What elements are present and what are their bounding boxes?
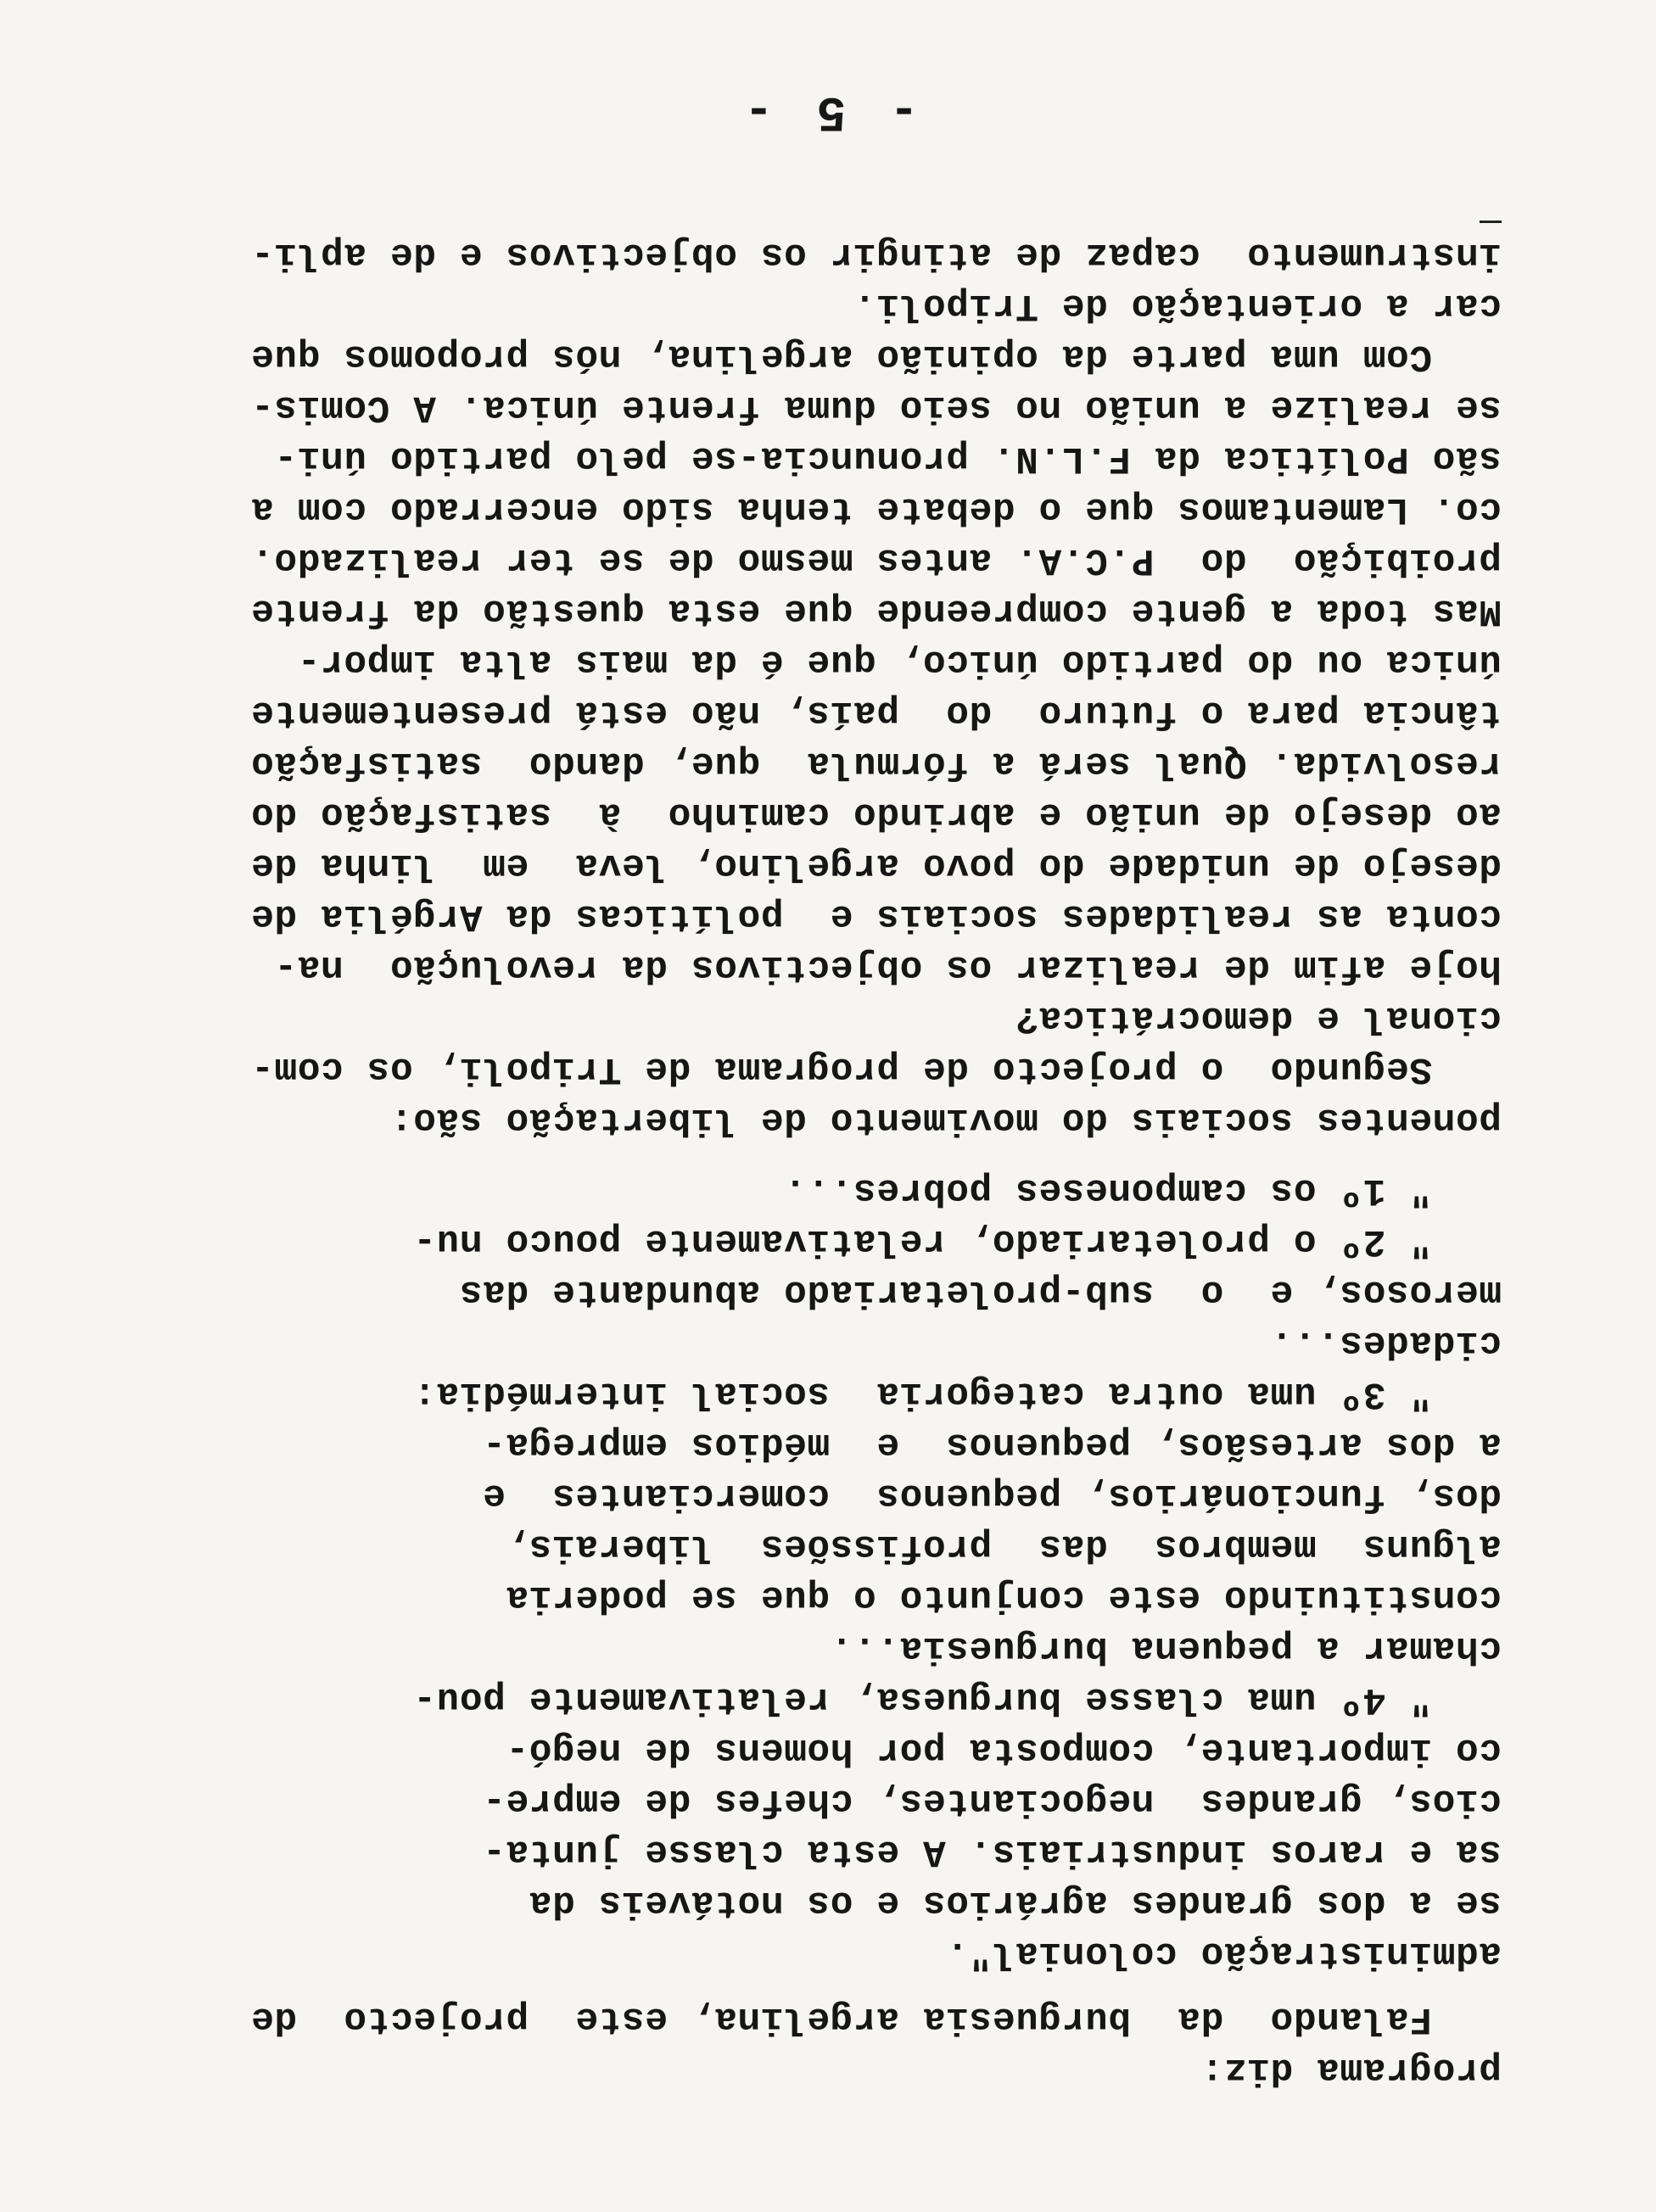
text-line: dos, funcionários, pequenos comerciantes e — [482, 1474, 1502, 1517]
text-line: tância para o futuro do país, não está presentemente — [250, 691, 1502, 734]
text-line: Segundo o projecto de programa de Tripoli, os com- — [250, 1047, 1502, 1090]
text-line: a dos artesãos, pequenos e médios emprega- — [482, 1423, 1502, 1466]
text-line: Falando da burguesia argelina, este projecto de — [250, 1997, 1502, 2040]
text-line: programa diz: — [1200, 2048, 1502, 2091]
text-line: Com uma parte da opinião argelina, nós propomos que — [250, 335, 1502, 377]
text-line: alguns membros das profissões liberais, — [505, 1525, 1502, 1567]
text-line: car a orientação de Tripoli. — [853, 284, 1502, 327]
text-line: instrumento capaz de atingir os objectivos e de apli- — [250, 233, 1502, 276]
text-line: merosos, e o sub-proletariado abundante das — [459, 1271, 1502, 1313]
text-line: cios, grandes negociantes, chefes de empre- — [482, 1779, 1502, 1822]
text-line: constituindo este conjunto o que se poderia — [505, 1576, 1502, 1618]
text-line: co importante, composta por homens de negó- — [505, 1729, 1502, 1771]
page-number: - 5 - — [736, 83, 920, 138]
text-line: são Política da F.L.N. pronuncia-se pelo partido úni- — [273, 437, 1502, 479]
text-line: sa e raros industriais. A esta classe junta- — [482, 1830, 1502, 1873]
text-line: única ou do partido único, que é da mais alta impor- — [297, 640, 1502, 683]
text-line: co. Lamentamos que o debate tenha sido encerrado com a — [250, 488, 1502, 530]
text-line: se a dos grandes agrários e os notáveis da — [529, 1881, 1502, 1924]
text-line: resolvida. Qual será a fórmula que, dando satisfação — [250, 742, 1502, 785]
text-line: cional e democrática? — [1015, 997, 1502, 1039]
text-line: proibição do P.C.A. antes mesmo de se ter realizado. — [250, 539, 1502, 581]
text-line: " 1º os camponeses pobres... — [783, 1169, 1502, 1211]
text-line: administração colonial". — [945, 1932, 1502, 1975]
text-line: cidades... — [1269, 1321, 1502, 1364]
text-line: se realize a união no seio duma frente única. A Comis- — [250, 386, 1502, 428]
text-line: hoje afim de realizar os objectivos da revolução na- — [273, 946, 1502, 988]
scan-mark — [1480, 221, 1502, 223]
text-line: desejo de unidade do povo argelino, leva em linha de — [250, 844, 1502, 886]
text-line: " 3º uma outra categoria social intermédia: — [412, 1372, 1502, 1415]
text-line: " 2º o proletariado, relativamente pouco nu- — [412, 1220, 1502, 1262]
text-line: Mas toda a gente compreende que esta questão da frente — [250, 589, 1502, 632]
text-line: chamar a pequena burguesia... — [830, 1627, 1502, 1669]
text-line: " 4º uma classe burguesa, relativamente pou- — [412, 1678, 1502, 1720]
text-line: ponentes sociais do movimento de libertação são: — [389, 1098, 1502, 1141]
text-line: conta as realidades sociais e políticas da Argélia de — [250, 895, 1502, 937]
text-line: ao desejo de união e abrindo caminho à satisfação do — [250, 793, 1502, 835]
